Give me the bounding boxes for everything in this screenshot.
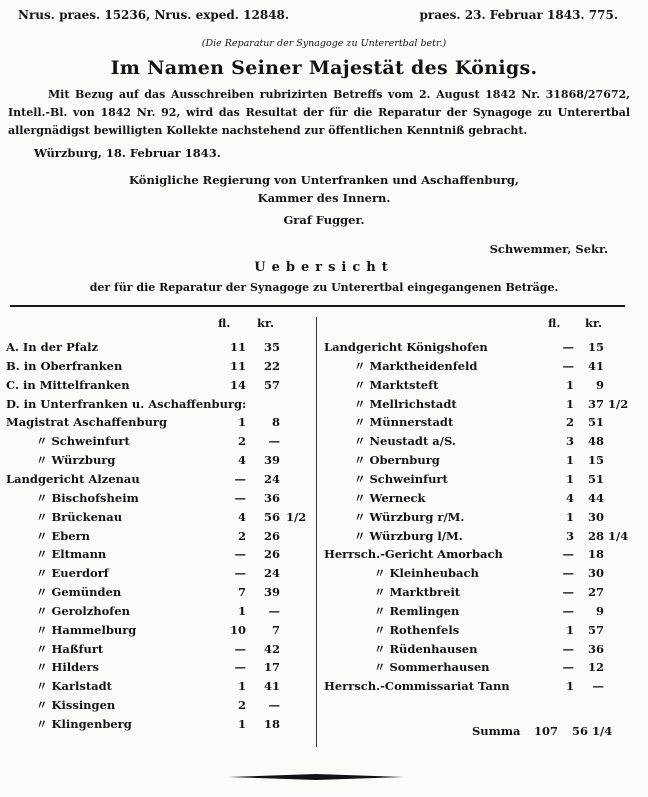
government-line-1: Königliche Regierung von Unterfranken und Aschaffenburg, — [129, 173, 519, 187]
table-row — [6, 658, 314, 677]
row-kr: 36 — [587, 641, 604, 656]
row-label: Landgericht Alzenau — [6, 471, 140, 486]
row-kr: 24 — [263, 471, 280, 486]
table-row — [6, 527, 314, 546]
row-fl: 1 — [565, 679, 574, 694]
row-fl: 1 — [565, 396, 574, 411]
table-row — [6, 640, 314, 659]
row-label: 〃 Karlstadt — [36, 679, 112, 694]
row-fl: 2 — [237, 528, 246, 543]
row-frac: 1/2 — [286, 509, 307, 524]
row-label: C. in Mittelfranken — [6, 377, 130, 392]
row-label: 〃 Eltmann — [36, 547, 107, 562]
row-fl: 2 — [237, 434, 246, 449]
row-kr: 57 — [587, 622, 604, 637]
table-row — [324, 376, 630, 395]
table-row — [324, 451, 630, 470]
row-kr: 41 — [263, 679, 280, 694]
row-label: 〃 Würzburg — [36, 453, 116, 468]
table-row — [6, 451, 314, 470]
row-label: 〃 Bischofsheim — [36, 490, 139, 505]
table-row — [324, 677, 630, 696]
table-row — [6, 376, 314, 395]
row-label: 〃 Klingenberg — [36, 717, 132, 731]
row-fl: 7 — [237, 585, 246, 600]
table-row — [324, 508, 630, 527]
table-row — [6, 338, 314, 357]
table-row — [6, 508, 314, 527]
table-row — [324, 564, 630, 583]
row-fl: — — [234, 641, 246, 656]
row-label: 〃 Euerdorf — [36, 566, 109, 581]
row-kr: — — [268, 434, 280, 449]
table-row — [6, 432, 314, 451]
row-kr: 26 — [263, 547, 280, 562]
row-fl: 11 — [229, 358, 246, 373]
row-label: 〃 Kissingen — [36, 698, 116, 713]
table-row — [6, 602, 314, 621]
row-label: 〃 Neustadt a/S. — [354, 434, 456, 449]
row-kr: 36 — [263, 490, 280, 505]
row-label: 〃 Hammelburg — [36, 622, 137, 637]
row-kr: 42 — [263, 641, 280, 656]
royal-title: Im Namen Seiner Majestät des Königs. — [110, 57, 538, 79]
row-kr: 39 — [263, 453, 280, 468]
header-right: praes. 23. Februar 1843. 775. — [419, 8, 618, 22]
left-col-fl-header: fl. — [218, 316, 231, 330]
row-kr: 35 — [263, 340, 280, 354]
row-label: 〃 Remlingen — [374, 603, 460, 618]
table-row — [6, 489, 314, 508]
row-kr: 9 — [595, 377, 604, 392]
row-fl: — — [234, 566, 246, 581]
row-fl: 1 — [237, 717, 246, 731]
row-kr: 12 — [587, 660, 604, 675]
row-label: 〃 Haßfurt — [36, 641, 104, 656]
row-label: 〃 Marktsteft — [354, 377, 439, 392]
row-kr: 44 — [587, 490, 604, 505]
table-row — [324, 489, 630, 508]
row-fl: 1 — [565, 471, 574, 486]
row-kr: 7 — [271, 622, 280, 637]
summa-label: Summa — [472, 724, 521, 738]
table-row — [324, 395, 630, 414]
row-kr: 22 — [263, 358, 280, 373]
row-kr: 27 — [587, 585, 604, 600]
summa-kr: 56 — [571, 724, 588, 738]
table-row — [324, 432, 630, 451]
government-line-3: Graf Fugger. — [283, 213, 365, 227]
left-col-kr-header: kr. — [257, 316, 274, 330]
row-kr: 57 — [263, 377, 280, 392]
row-kr: — — [268, 698, 280, 713]
table-row — [324, 545, 630, 564]
row-kr: 26 — [263, 528, 280, 543]
row-label: Magistrat Aschaffenburg — [6, 415, 168, 430]
row-label: 〃 Brückenau — [36, 509, 123, 524]
row-fl: — — [562, 340, 574, 354]
row-label: D. in Unterfranken u. Aschaffenburg: — [6, 396, 247, 411]
bottom-ornament-rule — [228, 774, 404, 780]
row-kr: 18 — [263, 717, 280, 731]
row-label: 〃 Rothenfels — [374, 622, 460, 637]
row-fl: 10 — [229, 622, 246, 637]
row-label: Herrsch.-Gericht Amorbach — [324, 547, 503, 562]
row-label: Herrsch.-Commissariat Tann — [324, 679, 510, 694]
row-fl: 4 — [565, 490, 574, 505]
row-label: 〃 Marktbreit — [374, 585, 461, 600]
row-label: 〃 Kleinheubach — [374, 566, 479, 581]
overview-subtitle: der für die Reparatur der Synagoge zu Unterertbal eingegangenen Beträge. — [89, 281, 559, 294]
table-row — [6, 545, 314, 564]
date-line: Würzburg, 18. Februar 1843. — [34, 146, 221, 160]
summa-frac: 1/4 — [592, 724, 613, 738]
row-label: 〃 Würzburg r/M. — [354, 509, 465, 524]
row-fl: — — [562, 358, 574, 373]
table-row — [6, 357, 314, 376]
table-row — [6, 564, 314, 583]
row-kr: 8 — [271, 415, 280, 430]
row-fl: — — [234, 660, 246, 675]
row-fl: 2 — [565, 415, 574, 430]
table-row — [324, 583, 630, 602]
row-label: 〃 Mellrichstadt — [354, 396, 457, 411]
table-row — [6, 413, 314, 432]
row-fl: 3 — [565, 528, 574, 543]
row-kr: 51 — [587, 415, 604, 430]
overview-title: Uebersicht — [254, 260, 394, 275]
row-kr: 15 — [587, 340, 604, 354]
row-fl: — — [562, 547, 574, 562]
table-row — [324, 602, 630, 621]
body-paragraph: Mit Bezug auf das Ausschreiben rubrizirten Betreffs vom 2. August 1842 Nr. 31868/27672, Intell.-Bl. von 1842 Nr. 92, wird das Resultat der für die Reparatur der Synagoge zu Unterertbal allergnädigst bewilligten Kollekte nachstehend zur öffentlichen Kenntniß gebracht. — [8, 88, 630, 137]
row-fl: 1 — [565, 509, 574, 524]
row-kr: 48 — [587, 434, 604, 449]
row-fl: — — [234, 547, 246, 562]
row-label: 〃 Würzburg l/M. — [354, 528, 463, 543]
row-kr: 41 — [587, 358, 604, 373]
row-kr: 15 — [587, 453, 604, 468]
table-row — [324, 470, 630, 489]
row-fl: 3 — [565, 434, 574, 449]
row-fl: — — [562, 641, 574, 656]
row-label: 〃 Ebern — [36, 528, 91, 543]
table-row — [324, 658, 630, 677]
column-divider — [316, 317, 317, 747]
row-label: 〃 Sommerhausen — [374, 660, 490, 675]
row-fl: 1 — [565, 622, 574, 637]
header-left: Nrus. praes. 15236, Nrus. exped. 12848. — [18, 8, 290, 22]
row-label: 〃 Gemünden — [36, 585, 122, 600]
row-frac: 1/4 — [608, 528, 629, 543]
table-row — [6, 621, 314, 640]
row-fl: 1 — [237, 603, 246, 618]
row-kr: 56 — [263, 509, 280, 524]
row-kr: 9 — [595, 603, 604, 618]
government-line-2: Kammer des Innern. — [257, 191, 391, 205]
table-row — [324, 413, 630, 432]
row-fl: 1 — [565, 377, 574, 392]
row-fl: 11 — [229, 340, 246, 354]
table-row — [6, 715, 314, 734]
table-row — [324, 621, 630, 640]
right-col-kr-header: kr. — [585, 316, 602, 330]
row-fl: 2 — [237, 698, 246, 713]
row-fl: 14 — [229, 377, 246, 392]
row-kr: — — [592, 679, 604, 694]
row-kr: 51 — [587, 471, 604, 486]
row-kr: 18 — [587, 547, 604, 562]
row-fl: — — [234, 490, 246, 505]
row-fl: 4 — [237, 509, 246, 524]
row-fl: 1 — [237, 679, 246, 694]
row-label: Landgericht Königshofen — [324, 340, 488, 354]
row-label: B. in Oberfranken — [6, 358, 123, 373]
row-label: 〃 Münnerstadt — [354, 415, 454, 430]
row-fl: — — [562, 660, 574, 675]
table-row — [324, 357, 630, 376]
row-label: 〃 Hilders — [36, 660, 99, 675]
row-label: 〃 Marktheidenfeld — [354, 358, 478, 373]
table-row — [324, 338, 630, 357]
row-kr: 37 — [587, 396, 604, 411]
summa-row — [322, 722, 628, 741]
row-label: 〃 Schweinfurt — [354, 471, 448, 486]
row-kr: — — [268, 603, 280, 618]
row-fl: 1 — [237, 415, 246, 430]
table-top-rule — [10, 305, 625, 307]
table-row — [6, 696, 314, 715]
row-kr: 30 — [587, 566, 604, 581]
row-label: 〃 Obernburg — [354, 453, 440, 468]
row-fl: 4 — [237, 453, 246, 468]
table-row — [324, 527, 630, 546]
summa-fl: 107 — [533, 724, 558, 738]
table-row — [6, 583, 314, 602]
row-label: 〃 Schweinfurt — [36, 434, 130, 449]
table-row — [6, 470, 314, 489]
table-row — [324, 640, 630, 659]
row-kr: 17 — [263, 660, 280, 675]
subject-line: (Die Reparatur der Synagoge zu Unterertbal betr.) — [201, 38, 447, 49]
right-col-fl-header: fl. — [548, 316, 561, 330]
row-label: 〃 Rüdenhausen — [374, 641, 478, 656]
table-row — [6, 677, 314, 696]
row-fl: — — [234, 471, 246, 486]
row-label: 〃 Gerolzhofen — [36, 603, 130, 618]
row-label: 〃 Werneck — [354, 490, 426, 505]
row-fl: — — [562, 566, 574, 581]
row-fl: — — [562, 603, 574, 618]
row-kr: 28 — [587, 528, 604, 543]
row-fl: 1 — [565, 453, 574, 468]
table-row — [6, 395, 314, 414]
row-label: A. In der Pfalz — [6, 340, 99, 354]
row-kr: 24 — [263, 566, 280, 581]
row-kr: 39 — [263, 585, 280, 600]
secretary-signature: Schwemmer, Sekr. — [489, 242, 608, 256]
row-kr: 30 — [587, 509, 604, 524]
row-fl: — — [562, 585, 574, 600]
row-frac: 1/2 — [608, 396, 629, 411]
